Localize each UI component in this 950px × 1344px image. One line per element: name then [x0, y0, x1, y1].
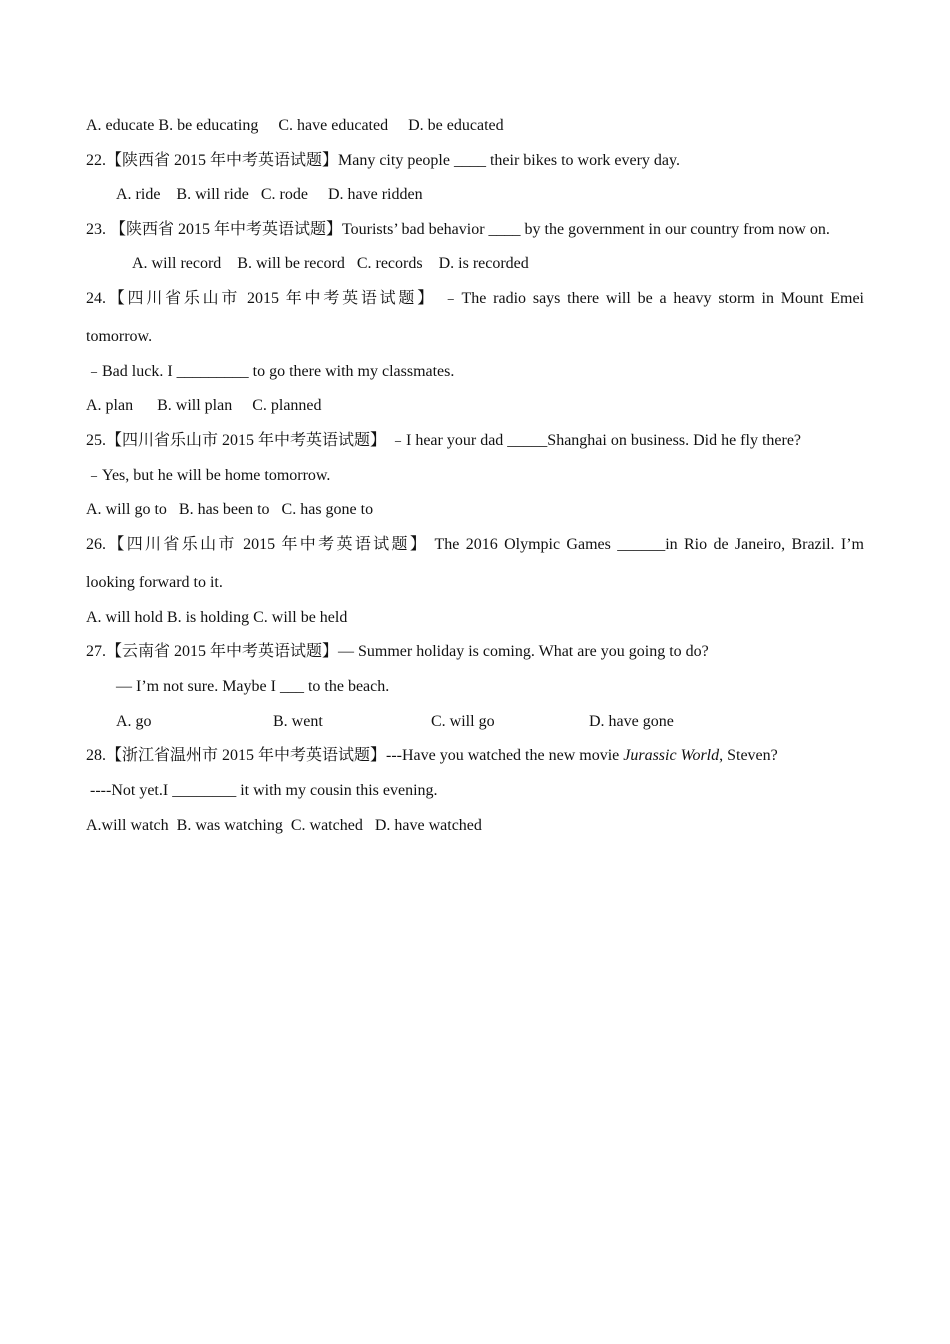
q27-options	[116, 712, 816, 732]
q28-options: A.will watch B. was watching C. watched D. have watched	[86, 817, 482, 834]
q27-option-a: A. go	[116, 713, 152, 730]
q25-reply: ﹣Yes, but he will be home tomorrow.	[86, 467, 331, 484]
q24-options: A. plan B. will plan C. planned	[86, 397, 322, 414]
q25-options: A. will go to B. has been to C. has gone to	[86, 501, 374, 518]
q24-question: 24.【四川省乐山市 2015 年中考英语试题】 ﹣The radio says there will be a heavy storm in Mount Emei	[86, 290, 864, 307]
q26-question: 26.【四川省乐山市 2015 年中考英语试题】 The 2016 Olympic Games ______in Rio de Janeiro, Brazil. I’m	[86, 536, 864, 553]
q26-question-cont: looking forward to it.	[86, 574, 223, 591]
q24-question-cont: tomorrow.	[86, 328, 153, 345]
q27-option-d: D. have gone	[589, 713, 674, 730]
q27-reply: — I’m not sure. Maybe I ___ to the beach.	[116, 678, 390, 695]
q23-options: A. will record B. will be record C. records D. is recorded	[132, 255, 529, 272]
q28-question-end: , Steven?	[719, 747, 778, 764]
q28-question	[86, 746, 864, 766]
q28-movie-title: Jurassic World	[623, 747, 720, 764]
q28-reply: ----Not yet.I ________ it with my cousin this evening.	[90, 782, 438, 799]
q23-question: 23. 【陕西省 2015 年中考英语试题】Tourists’ bad behavior ____ by the government in our country from now on.	[86, 221, 830, 238]
q22-question: 22.【陕西省 2015 年中考英语试题】Many city people ____ their bikes to work every day.	[86, 152, 680, 169]
q28-question-start: 28.【浙江省温州市 2015 年中考英语试题】---Have you watched the new movie	[86, 747, 624, 764]
q26-options: A. will hold B. is holding C. will be held	[86, 609, 348, 626]
q25-question: 25.【四川省乐山市 2015 年中考英语试题】 ﹣I hear your dad _____Shanghai on business. Did he fly there?	[86, 432, 802, 449]
q22-options: A. ride B. will ride C. rode D. have ridden	[116, 186, 423, 203]
q27-option-c: C. will go	[431, 713, 495, 730]
q24-reply: ﹣Bad luck. I _________ to go there with my classmates.	[86, 363, 455, 380]
q21-options: A. educate B. be educating C. have educated D. be educated	[86, 117, 504, 134]
q27-option-b: B. went	[273, 713, 323, 730]
q27-question: 27.【云南省 2015 年中考英语试题】— Summer holiday is coming. What are you going to do?	[86, 643, 709, 660]
